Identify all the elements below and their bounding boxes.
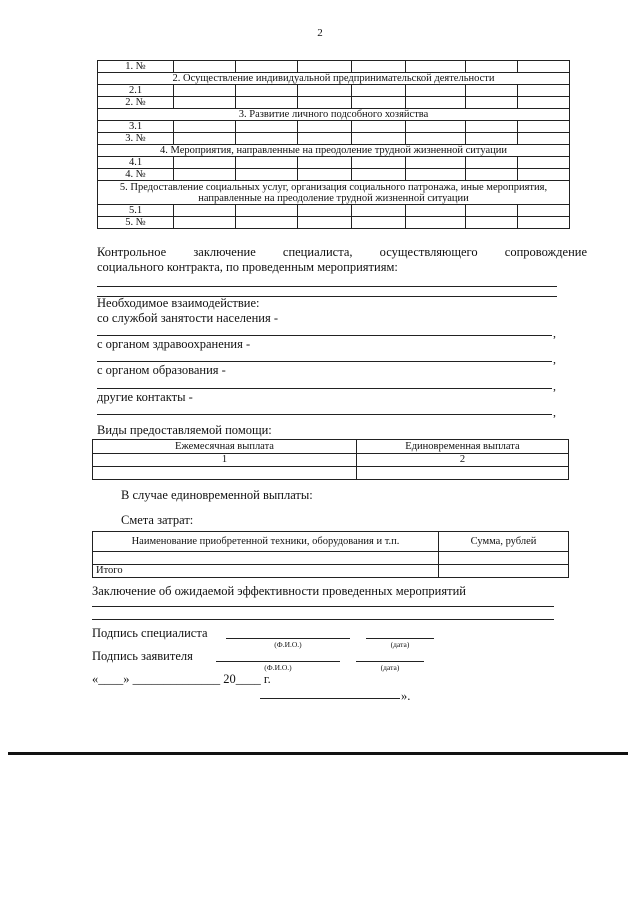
measures-cell[interactable] [518,61,570,73]
measures-cell[interactable] [174,97,236,109]
measures-cell[interactable] [466,133,518,145]
estimate-cell[interactable] [439,552,569,565]
measures-row-number: 1. № [98,61,174,73]
estimate-total-label: Итого [93,565,439,578]
measures-cell[interactable] [174,205,236,217]
measures-cell[interactable] [518,97,570,109]
measures-row [98,145,570,157]
measures-row [98,169,570,181]
measures-row [98,85,570,97]
measures-cell[interactable] [174,217,236,229]
health-label: с органом здравоохранения - [97,337,251,351]
final-fill-line[interactable] [260,698,400,699]
measures-row [98,61,570,73]
measures-cell[interactable] [236,133,298,145]
measures-row [98,97,570,109]
measures-cell[interactable] [298,217,352,229]
specialist-date-line[interactable] [366,638,434,639]
measures-cell[interactable] [298,61,352,73]
measures-cell[interactable] [174,85,236,97]
measures-cell[interactable] [466,85,518,97]
specialist-date-caption: (дата) [390,640,410,649]
measures-row-number: 4. № [98,169,174,181]
measures-cell[interactable] [236,61,298,73]
measures-row [98,133,570,145]
effectiveness-label: Заключение об ожидаемой эффективности проведенных мероприятий [92,584,466,598]
effectiveness-fill-line-1[interactable] [92,606,554,607]
applicant-date-line[interactable] [356,661,424,662]
applicant-fio-line[interactable] [216,661,340,662]
measures-cell[interactable] [236,217,298,229]
measures-cell[interactable] [352,205,406,217]
measures-cell[interactable] [298,97,352,109]
measures-cell[interactable] [352,169,406,181]
measures-cell[interactable] [236,97,298,109]
measures-row [98,205,570,217]
measures-row-number: 4.1 [98,157,174,169]
comma: , [553,405,556,419]
measures-cell[interactable] [174,133,236,145]
measures-row-number: 2. № [98,97,174,109]
comma: , [553,352,556,366]
measures-cell[interactable] [236,85,298,97]
measures-cell[interactable] [298,121,352,133]
interaction-heading: Необходимое взаимодействие: [97,296,260,310]
other-contacts-fill-line[interactable] [97,414,552,415]
measures-cell[interactable] [518,205,570,217]
measures-cell[interactable] [352,97,406,109]
measures-cell[interactable] [406,121,466,133]
measures-section-title: 2. Осуществление индивидуальной предпринимательской деятельности [98,73,570,85]
specialist-fio-caption: (Ф.И.О.) [274,640,302,649]
specialist-fio-line[interactable] [226,638,350,639]
measures-cell[interactable] [352,217,406,229]
aid-col-lump: Единовременная выплата [357,440,569,454]
measures-cell[interactable] [518,217,570,229]
applicant-fio-caption: (Ф.И.О.) [264,663,292,672]
aid-table [92,439,569,480]
effectiveness-fill-line-2[interactable] [92,619,554,620]
measures-row [98,73,570,85]
measures-cell[interactable] [518,85,570,97]
education-label: с органом образования - [97,363,226,377]
measures-section-title: 5. Предоставление социальных услуг, организация социального патронажа, иные мероприятия, направленные на преодоление трудной жизненной ситуации [98,181,570,205]
measures-row-number: 5.1 [98,205,174,217]
measures-section-title: 3. Развитие личного подсобного хозяйства [98,109,570,121]
measures-cell[interactable] [406,217,466,229]
measures-cell[interactable] [174,157,236,169]
measures-row [98,217,570,229]
measures-cell[interactable] [466,217,518,229]
measures-cell[interactable] [406,61,466,73]
measures-cell[interactable] [352,157,406,169]
date-line: «____» ______________ 20____ г. [92,672,271,686]
lump-sum-label: В случае единовременной выплаты: [121,488,313,502]
page-number: 2 [317,27,323,39]
measures-cell[interactable] [236,121,298,133]
measures-cell[interactable] [298,205,352,217]
measures-cell[interactable] [466,97,518,109]
measures-cell[interactable] [406,205,466,217]
measures-cell[interactable] [466,169,518,181]
measures-cell[interactable] [236,157,298,169]
other-contacts-label: другие контакты - [97,390,193,404]
measures-cell[interactable] [406,97,466,109]
estimate-col-name: Наименование приобретенной техники, оборудования и т.п. [93,532,439,552]
measures-cell[interactable] [406,169,466,181]
measures-cell[interactable] [298,85,352,97]
employment-label: со службой занятости населения - [97,311,278,325]
measures-cell[interactable] [466,61,518,73]
aid-cell[interactable] [357,467,569,480]
measures-cell[interactable] [298,169,352,181]
measures-cell[interactable] [352,61,406,73]
measures-cell[interactable] [352,85,406,97]
measures-cell[interactable] [236,169,298,181]
aid-heading: Виды предоставляемой помощи: [97,423,272,437]
measures-row [98,121,570,133]
estimate-table [92,531,569,578]
aid-col-monthly: Ежемесячная выплата [93,440,357,454]
final-end-quote: ». [401,689,411,703]
measures-cell[interactable] [406,133,466,145]
measures-cell[interactable] [406,85,466,97]
measures-cell[interactable] [236,205,298,217]
estimate-heading: Смета затрат: [121,513,194,527]
estimate-cell[interactable] [93,552,439,565]
education-fill-line[interactable] [97,388,552,389]
measures-cell[interactable] [298,157,352,169]
bottom-rule [8,752,628,755]
measures-row [98,109,570,121]
measures-cell[interactable] [466,121,518,133]
measures-cell[interactable] [466,157,518,169]
measures-row-number: 5. № [98,217,174,229]
measures-cell[interactable] [518,121,570,133]
measures-cell[interactable] [518,169,570,181]
aid-num-1: 1 [93,454,357,467]
measures-row-number: 2.1 [98,85,174,97]
comma: , [553,326,556,340]
aid-num-2: 2 [357,454,569,467]
measures-cell[interactable] [174,61,236,73]
measures-section-title: 4. Мероприятия, направленные на преодоление трудной жизненной ситуации [98,145,570,157]
measures-cell[interactable] [174,169,236,181]
measures-cell[interactable] [298,133,352,145]
measures-row-number: 3. № [98,133,174,145]
measures-row [98,157,570,169]
employment-fill-line[interactable] [97,335,552,336]
measures-cell[interactable] [406,157,466,169]
conclusion-line-1: Контрольное заключение специалиста, осуществляющего сопровождение [97,245,587,259]
measures-cell[interactable] [518,133,570,145]
applicant-date-caption: (дата) [380,663,400,672]
measures-row-number: 3.1 [98,121,174,133]
specialist-signature-label: Подпись специалиста [92,626,208,640]
estimate-col-sum: Сумма, рублей [439,532,569,552]
estimate-total-value[interactable] [439,565,569,578]
health-fill-line[interactable] [97,361,552,362]
comma: , [553,379,556,393]
measures-cell[interactable] [518,157,570,169]
measures-cell[interactable] [352,121,406,133]
applicant-signature-label: Подпись заявителя [92,649,193,663]
aid-cell[interactable] [93,467,357,480]
measures-cell[interactable] [352,133,406,145]
measures-table [97,60,570,229]
conclusion-fill-line-1[interactable] [97,286,557,287]
measures-cell[interactable] [466,205,518,217]
conclusion-line-2: социального контракта, по проведенным мероприятиям: [97,260,398,274]
measures-cell[interactable] [174,121,236,133]
measures-row [98,181,570,205]
